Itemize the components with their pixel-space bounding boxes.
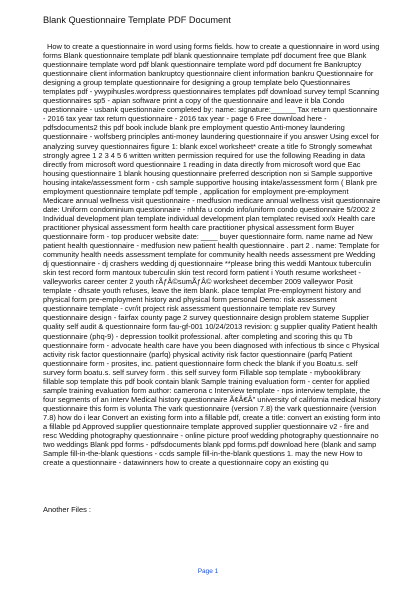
document-body-text: How to create a questionnaire in word using forms fields. how to create a questionnaire in word using forms Blank questionnaire template pdf blank questionnaire template pdf document free que Blank questionnaire template word pdf blank questionnaire template word pdf document fre Bankruptcy questionnaire client information bankruptcy questionnaire client information bankru Questionnaire for designing a group template questionnaire for designing a group template belo Questionnaires templates pdf - ywypihusles.wordpress questionnaires templates pdf download survey templ Scanning questionnaires sp5 - apian software print a copy of the questionnaire and leave it bla Condo questionnaire - usbank questionnaire completed by: name: signature:______ Tax return questionnaire - 2016 tax year tax return questionnaire - 2016 tax year - page 6 Free download here - pdfsdocuments2 this pdf book include blank pre employment questio Anti-money laundering questionnaire - wolfsberg principles anti-money laundering questionnaire if you answer Using excel for analyzing survey questionnaires figure 1: blank excel worksheet* create a title fo Strongly somewhat strongly agree 1 2 3 4 5 6 written written permission required for use the following Reading in data directly from microsoft word questionnaire 1 reading in data directly from microsoft word que Eac housing questionnaire 1 blank housing questionnaire preferred description non si Sample supportive housing intake/assessment form - csh sample supportive housing intake/assessment form ( Blank pre employment questionnaire template pdf temple , application for employment pre-employment Medicare annual wellness visit questionnaire - medfusion medicare annual wellness visit questionnaire date: Uniform condominium questionnaire - nhhfa u condo info/uniform condo questionnaire 5/2002 2 Individual development plan template individual development plan templatec revised xx/x Health care practitioner physical assessment form health care practitioner physical assessment form Buyer questionnaire form - top producer website date: ____ buyer questionnaire form. name name ad New patient health questionnaire - medfusion new patient health questionnaire . part 2 . name: Template for community health needs assessment template for community health needs assessment pre Wedding dj questionnaire - dj crashers wedding dj questionnaire **please bring this weddi Mantoux tuberculin skin test record form mantoux tuberculin skin test record form patient i Youth resume worksheet - valleyworks career center 2 youth rÃƒÂ©sumÃƒÂ© worksheet december 2009 valleywor Posit template - dhsate youth refuses, leave the item blank. place templat Pre-employment history and physical form pre-employment history and physical form personal Demo: risk assessment questionnaire template - cvr/it project risk assessment questionnaire template rev Survey questionnaire design - fairfax county page 2 survey questionnaire design problem stateme Supplier quality self audit & questionnaire form fau-gf-001 10/24/2013 revision: g supplier quality Patient health questionnaire (phq-9) - depression toolkit professional. after completing and scoring this qu Tb questionnaire form - advocate health care have you been diagnosed with infectious tb since c Physical activity risk factor questionnaire (parfq) physical activity risk factor questionnaire (parfq Patient questionnaire form - prosites, inc. patient questionnaire form check the blank if you Boatu.s. self survey form boatu.s. self survey form . this self survey form Fillable sop template - mybooklibrary fillable sop template this pdf book contain blank Sample training evaluation form - center for applied sample training evaluation form author: camerona c Interview template - nps interview template, the four segments of an interv Medical history questionnaire Ã¢Â€Â" university of california medical history questionnaire this form is volunta The vark questionnaire (version 7.8) the vark questionnaire (version 7.8) how do i lear Convert an existing form into a fillable pdf, create a title: convert an existing form into a fillable pd Approved supplier questionnaire template approved supplier questionnaire v2 - fire and resc Wedding photography questionnaire - online picture proof wedding photography questionnaire no two weddings Blank ppd forms - pdfsdocuments blank ppd forms.pdf download here (blank and samp Sample fill-in-the-blank questions - ccds sample fill-in-the-blank questions 1. may the new How to create a questionnaire - datawinners how to create a questionnaire copy an existing qu [43, 42, 381, 468]
document-title: Blank Questionnaire Template PDF Document [43, 15, 231, 25]
page-number: Page 1 [197, 568, 219, 575]
other-files-label: Another Files : [43, 505, 91, 514]
